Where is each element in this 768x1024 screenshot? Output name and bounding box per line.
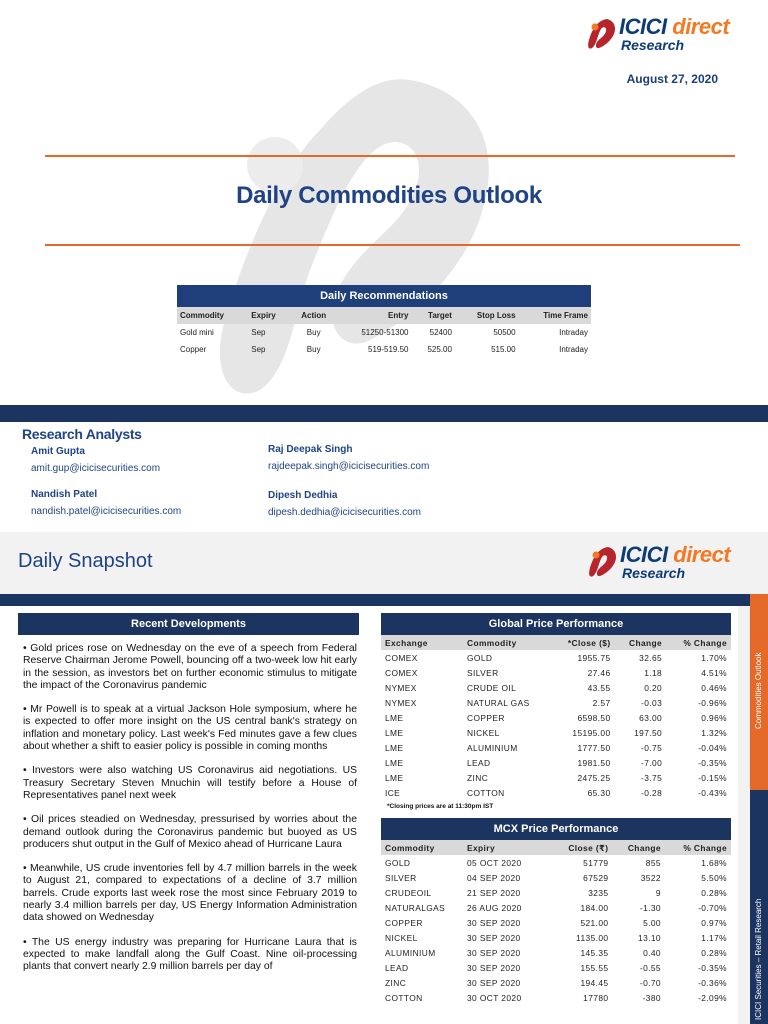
cell: Buy bbox=[306, 328, 321, 337]
cell: -0.35% bbox=[698, 757, 727, 768]
recommendations-header-row bbox=[177, 307, 591, 324]
table-row bbox=[381, 665, 731, 680]
cell: -0.35% bbox=[698, 962, 727, 973]
table-row bbox=[381, 945, 731, 960]
col-header: % Change bbox=[665, 840, 731, 855]
table-row bbox=[381, 930, 731, 945]
cell: LME bbox=[385, 757, 404, 768]
cell: 521.00 bbox=[580, 917, 609, 928]
cell: 1.68% bbox=[701, 857, 727, 868]
cell: CRUDE OIL bbox=[467, 682, 517, 693]
cell: ICE bbox=[385, 787, 401, 798]
sidebar-bottom-tab bbox=[750, 790, 768, 1024]
sidebar-top-tab bbox=[750, 594, 768, 790]
col-header: *Close ($) bbox=[551, 635, 615, 650]
cell: Sep bbox=[251, 345, 266, 354]
cell: ZINC bbox=[385, 977, 407, 988]
cell: LEAD bbox=[467, 757, 491, 768]
table-row bbox=[381, 885, 731, 900]
table-row bbox=[381, 740, 731, 755]
table-row bbox=[177, 324, 591, 341]
cell: 5.00 bbox=[643, 917, 661, 928]
col-header: % Change bbox=[666, 635, 731, 650]
cell: 855 bbox=[645, 857, 661, 868]
cell: 515.00 bbox=[491, 345, 516, 354]
table-row bbox=[381, 960, 731, 975]
cell: 2.57 bbox=[592, 697, 611, 708]
mcx-prices-title: MCX Price Performance bbox=[381, 818, 731, 840]
analyst-name: Dipesh Dedhia bbox=[268, 490, 338, 501]
brand-sub: Research bbox=[621, 37, 685, 53]
col-header: Close (₹) bbox=[551, 840, 612, 855]
cell: -0.96% bbox=[698, 697, 727, 708]
col-header: Exchange bbox=[381, 635, 463, 650]
col-header: Time Frame bbox=[519, 307, 591, 324]
brand-name: ICICI bbox=[620, 542, 668, 567]
global-price-performance-table bbox=[381, 613, 731, 813]
cell: COPPER bbox=[385, 917, 423, 928]
cell: 51779 bbox=[583, 857, 609, 868]
cell: 27.46 bbox=[587, 667, 611, 678]
sidebar-gutter bbox=[738, 606, 750, 1024]
cell: 3235 bbox=[588, 887, 609, 898]
sidebar-bottom-label: ICICI Securities – Retail Research bbox=[754, 898, 763, 1020]
col-header: Action bbox=[292, 307, 336, 324]
development-item: • Gold prices rose on Wednesday on the eve of a speech from Federal Reserve Chairman Jerome Powell, bouncing off a two-week low hit early in the session, as investors bet on further economic stimulus to mitigate the impact of the Coronavirus pandemic bbox=[23, 643, 357, 691]
cell: -3.75 bbox=[641, 772, 663, 783]
analyst-email[interactable]: amit.gup@icicisecurities.com bbox=[31, 463, 161, 474]
col-header: Expiry bbox=[248, 307, 291, 324]
cell: COPPER bbox=[467, 712, 505, 723]
cell: 184.00 bbox=[580, 902, 609, 913]
cell: ALUMINIUM bbox=[467, 742, 518, 753]
recommendations-title: Daily Recommendations bbox=[177, 285, 591, 307]
cell: -1.30 bbox=[639, 902, 661, 913]
analyst-name: Amit Gupta bbox=[31, 446, 85, 457]
cell: 30 SEP 2020 bbox=[467, 932, 521, 943]
global-prices-title: Global Price Performance bbox=[381, 613, 731, 635]
recent-developments-panel bbox=[18, 613, 359, 986]
analyst-card bbox=[268, 444, 429, 472]
cell: LME bbox=[385, 727, 404, 738]
cell: 4.51% bbox=[701, 667, 727, 678]
cell: 67529 bbox=[583, 872, 609, 883]
cell: GOLD bbox=[467, 652, 493, 663]
developments-title: Recent Developments bbox=[18, 613, 359, 635]
analyst-card bbox=[31, 489, 181, 517]
cell: 1.17% bbox=[701, 932, 727, 943]
analysts-title: Research Analysts bbox=[22, 426, 142, 442]
research-analysts-section bbox=[0, 422, 768, 532]
cell: COMEX bbox=[385, 652, 418, 663]
cell: 519-519.50 bbox=[368, 345, 409, 354]
analyst-name: Nandish Patel bbox=[31, 489, 98, 500]
cell: 1135.00 bbox=[576, 932, 609, 943]
cell: 52400 bbox=[429, 328, 452, 337]
table-row bbox=[381, 680, 731, 695]
cell: COMEX bbox=[385, 667, 418, 678]
cell: 1.70% bbox=[701, 652, 727, 663]
col-header: Stop Loss bbox=[455, 307, 519, 324]
analyst-email[interactable]: nandish.patel@icicisecurities.com bbox=[31, 506, 182, 517]
cell: 65.30 bbox=[587, 787, 611, 798]
col-header: Expiry bbox=[463, 840, 551, 855]
cell: ZINC bbox=[467, 772, 489, 783]
cell: Intraday bbox=[559, 328, 588, 337]
development-item: • Oil prices steadied on Wednesday, pressurised by worries about the demand outlook during the Coronavirus pandemic but buoyed as US producers shut output in the Gulf of Mexico ahead of Hurricane Laura bbox=[23, 814, 357, 850]
cell: 32.65 bbox=[639, 652, 663, 663]
table-row bbox=[381, 855, 731, 870]
brand-sub: Research bbox=[622, 565, 686, 581]
table-row bbox=[381, 770, 731, 785]
cell: 04 SEP 2020 bbox=[467, 872, 521, 883]
development-item: • Meanwhile, US crude inventories fell by 4.7 million barrels in the week to August 21, compared to expectations of a decline of 3.7 million barrels. Crude exports last week rose the most since February 2019 to nearly 3.4 million barrels per day, US Energy Information Administration data showed on Wednesday bbox=[23, 863, 357, 924]
analyst-card bbox=[268, 490, 421, 518]
brand-name: ICICI bbox=[619, 14, 667, 39]
cell: 1777.50 bbox=[577, 742, 611, 753]
cell: Buy bbox=[306, 345, 321, 354]
cell: -0.70% bbox=[698, 902, 727, 913]
cell: 2475.25 bbox=[577, 772, 611, 783]
cell: 525.00 bbox=[427, 345, 452, 354]
cell: 5.50% bbox=[701, 872, 727, 883]
global-prices-footnote: *Closing prices are at 11:30pm IST bbox=[387, 803, 494, 810]
cell: NATURALGAS bbox=[385, 902, 446, 913]
sidebar-top-label: Commodities Outlook bbox=[754, 652, 763, 729]
table-row bbox=[381, 915, 731, 930]
cell: 30 SEP 2020 bbox=[467, 947, 521, 958]
development-item: • Investors were also watching US Coronavirus aid negotiations. US Treasury Secretary Steven Mnuchin will testify before a House of Representatives panel next week bbox=[23, 765, 357, 801]
cell: 197.50 bbox=[634, 727, 663, 738]
analyst-name: Raj Deepak Singh bbox=[268, 444, 353, 455]
snapshot-bar bbox=[0, 594, 768, 606]
col-header: Target bbox=[411, 307, 454, 324]
cell: CRUDEOIL bbox=[385, 887, 432, 898]
cell: LME bbox=[385, 772, 404, 783]
cell: NATURAL GAS bbox=[467, 697, 530, 708]
cell: -0.70 bbox=[639, 977, 661, 988]
cell: -0.75 bbox=[641, 742, 663, 753]
cell: LEAD bbox=[385, 962, 409, 973]
cell: 9 bbox=[655, 887, 661, 898]
cell: LME bbox=[385, 712, 404, 723]
title-rule-top bbox=[45, 155, 735, 157]
cell: 145.35 bbox=[580, 947, 609, 958]
col-header: Change bbox=[615, 635, 667, 650]
table-row bbox=[381, 710, 731, 725]
table-row bbox=[381, 975, 731, 990]
section-divider-band bbox=[0, 405, 768, 422]
cell: Sep bbox=[251, 328, 266, 337]
cell: 15195.00 bbox=[572, 727, 611, 738]
cell: LME bbox=[385, 742, 404, 753]
table-row bbox=[381, 650, 731, 665]
cell: NYMEX bbox=[385, 682, 417, 693]
cell: COTTON bbox=[467, 787, 505, 798]
col-header: Entry bbox=[336, 307, 412, 324]
analyst-email[interactable]: dipesh.dedhia@icicisecurities.com bbox=[268, 507, 421, 518]
cell: 1.18 bbox=[644, 667, 663, 678]
cell: 50500 bbox=[493, 328, 516, 337]
brand-suffix: direct bbox=[673, 542, 731, 567]
cell: 0.96% bbox=[701, 712, 727, 723]
analyst-email[interactable]: rajdeepak.singh@icicisecurities.com bbox=[268, 461, 430, 472]
daily-recommendations-table bbox=[177, 285, 591, 358]
cell: -0.15% bbox=[698, 772, 727, 783]
cell: NICKEL bbox=[385, 932, 418, 943]
cell: 1955.75 bbox=[577, 652, 611, 663]
analyst-card bbox=[31, 446, 160, 474]
brand-logo bbox=[587, 16, 729, 52]
cell: -0.04% bbox=[698, 742, 727, 753]
table-row bbox=[381, 870, 731, 885]
cell: 30 SEP 2020 bbox=[467, 962, 521, 973]
cell: 1.32% bbox=[701, 727, 727, 738]
cell: COTTON bbox=[385, 992, 423, 1003]
cell: Intraday bbox=[559, 345, 588, 354]
table-row bbox=[177, 341, 591, 358]
developments-body bbox=[18, 635, 359, 974]
cell: 21 SEP 2020 bbox=[467, 887, 521, 898]
brand-suffix: direct bbox=[672, 14, 730, 39]
table-row bbox=[381, 755, 731, 770]
cell: NYMEX bbox=[385, 697, 417, 708]
cell: 17780 bbox=[583, 992, 609, 1003]
cell: -2.09% bbox=[698, 992, 727, 1003]
cell: SILVER bbox=[467, 667, 499, 678]
mcx-prices-header-row bbox=[381, 840, 731, 855]
mcx-price-performance-table bbox=[381, 818, 731, 1005]
cell: Gold mini bbox=[180, 328, 214, 337]
cell: -0.28 bbox=[641, 787, 663, 798]
table-row bbox=[381, 990, 731, 1005]
cell: -0.03 bbox=[641, 697, 663, 708]
report-title: Daily Commodities Outlook bbox=[236, 182, 542, 209]
cell: 43.55 bbox=[587, 682, 611, 693]
cell: NICKEL bbox=[467, 727, 500, 738]
title-rule-bottom bbox=[45, 244, 740, 246]
col-header: Commodity bbox=[177, 307, 248, 324]
table-row bbox=[381, 725, 731, 740]
table-row bbox=[381, 785, 731, 800]
table-row bbox=[381, 900, 731, 915]
development-item: • Mr Powell is to speak at a virtual Jackson Hole symposium, where he is expected to offer more insight on the US central bank's strategy on inflation and monetary policy. Last week's Fed minutes gave a few clues about whether a shift to easier policy is possible in coming months bbox=[23, 704, 357, 753]
brand-logo-secondary bbox=[588, 544, 730, 580]
cell: 51250-51300 bbox=[361, 328, 409, 337]
cell: SILVER bbox=[385, 872, 417, 883]
cell: 0.28% bbox=[701, 947, 727, 958]
icici-logo-icon bbox=[587, 17, 617, 51]
cell: ALUMINIUM bbox=[385, 947, 436, 958]
development-item: • The US energy industry was preparing for Hurricane Laura that is expected to make landfall along the Gulf Coast. Nine oil-processing plants that convert nearly 2.9 million barrels per day of bbox=[23, 936, 357, 973]
global-prices-header-row bbox=[381, 635, 731, 650]
icici-logo-icon bbox=[588, 545, 618, 579]
cell: 0.97% bbox=[701, 917, 727, 928]
cell: 0.28% bbox=[701, 887, 727, 898]
cell: GOLD bbox=[385, 857, 411, 868]
cell: -380 bbox=[642, 992, 661, 1003]
cell: 13.10 bbox=[638, 932, 661, 943]
cell: 30 SEP 2020 bbox=[467, 917, 521, 928]
cell: -7.00 bbox=[641, 757, 663, 768]
snapshot-title: Daily Snapshot bbox=[18, 550, 153, 572]
cell: -0.36% bbox=[698, 977, 727, 988]
cell: Copper bbox=[180, 345, 207, 354]
cell: 1981.50 bbox=[577, 757, 611, 768]
col-header: Commodity bbox=[381, 840, 463, 855]
cell: 0.40 bbox=[643, 947, 661, 958]
cell: 30 OCT 2020 bbox=[467, 992, 522, 1003]
cell: 0.20 bbox=[644, 682, 663, 693]
cell: 30 SEP 2020 bbox=[467, 977, 521, 988]
col-header: Commodity bbox=[463, 635, 551, 650]
cell: 194.45 bbox=[580, 977, 609, 988]
cell: 155.55 bbox=[580, 962, 609, 973]
cell: 63.00 bbox=[639, 712, 663, 723]
cell: 6598.50 bbox=[577, 712, 611, 723]
cover-section bbox=[0, 0, 768, 405]
cell: 3522 bbox=[640, 872, 661, 883]
table-row bbox=[381, 695, 731, 710]
cell: -0.55 bbox=[639, 962, 661, 973]
cell: 0.46% bbox=[701, 682, 727, 693]
cell: 05 OCT 2020 bbox=[467, 857, 522, 868]
cell: -0.43% bbox=[698, 787, 727, 798]
cell: 26 AUG 2020 bbox=[467, 902, 522, 913]
col-header: Change bbox=[612, 840, 665, 855]
report-date: August 27, 2020 bbox=[626, 72, 718, 86]
